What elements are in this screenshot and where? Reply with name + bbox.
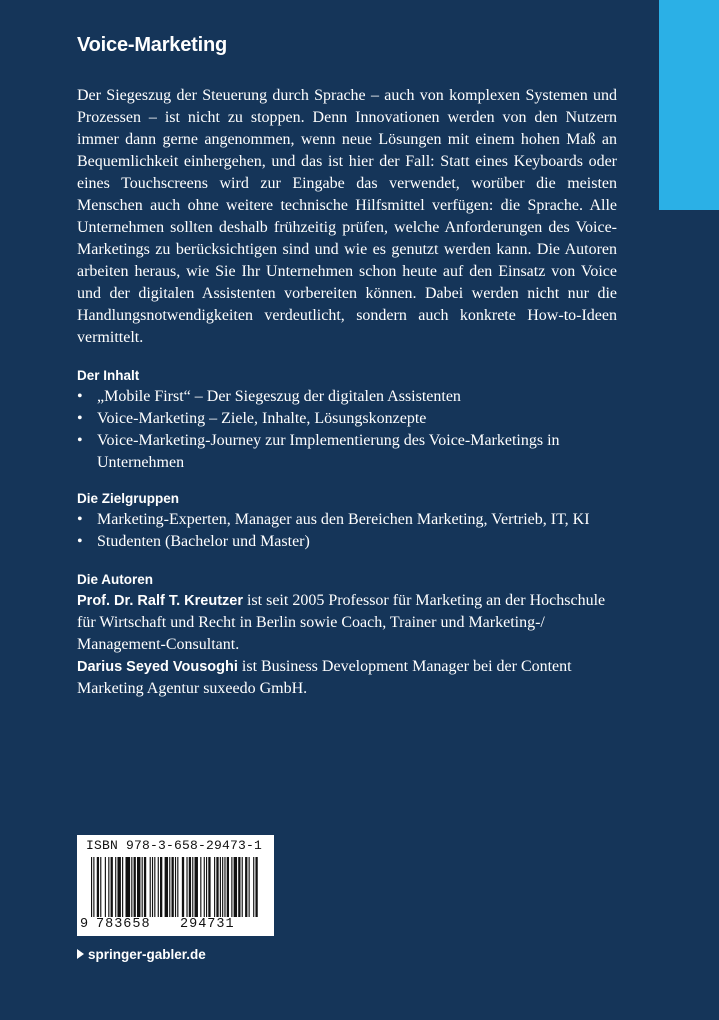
barcode-icon [91,857,262,921]
bullet-icon: • [77,410,83,427]
inhalt-list [77,386,617,474]
list-item [77,531,617,553]
list-item [77,509,617,531]
list-item-text: Voice-Marketing – Ziele, Inhalte, Lösungskonzepte [97,410,427,427]
list-item-text: Marketing-Experten, Manager aus den Bereichen Marketing, Vertrieb, IT, KI [97,511,590,528]
list-item-text: Studenten (Bachelor und Master) [97,533,310,550]
isbn-label: ISBN 978-3-658-29473-1 [86,838,263,853]
intro-paragraph: Der Siegeszug der Steuerung durch Sprache – auch von komplexen Systemen und Prozessen – ist nicht zu stoppen. Denn Innovationen werden von den Nutzern immer dann gerne angenommen, wenn neue Lösungen mit einem hohen Maß an Bequemlichkeit einhergehen, und das ist hier der Fall: Statt eines Keyboards oder eines Touchscreens wird zur Eingabe das verwendet, worüber die meisten Menschen auch ohne weitere technische Hilfsmittel verfügen: die Sprache. Alle Unternehmen sollten deshalb frühzeitig prüfen, welche Anforderungen des Voice-Marketings zu berücksichtigen sind und wie es genutzt werden kann. Die Autoren arbeiten heraus, wie Sie Ihr Unternehmen schon heute auf den Einsatz von Voice und der digitalen Assistenten vorbereiten können. Dabei werden nicht nur die Handlungsnotwendigkeiten verdeutlicht, sondern auch konkrete How-to-Ideen vermittelt. [77,87,617,346]
back-cover-content [77,32,617,700]
bullet-icon: • [77,432,83,449]
publisher-website[interactable] [77,945,206,965]
author-name: Prof. Dr. Ralf T. Kreutzer [77,593,243,609]
zielgruppen-heading: Die Zielgruppen [77,491,180,506]
book-title: Voice-Marketing [77,34,227,56]
author-entry [77,590,617,656]
list-item [77,408,617,430]
author-bio: ist seit 2005 Professor für Marketing an der Hochschule für Wirtschaft und Recht in Berlin sowie Coach, Trainer und Marketing-/ Management-Consultant. [77,592,606,653]
autoren-heading: Die Autoren [77,572,154,587]
bullet-icon: • [77,511,83,528]
arrow-right-icon [77,949,84,959]
bullet-icon: • [77,388,83,405]
author-entry [77,656,617,700]
barcode-digits-right: 294731 [180,917,235,932]
inhalt-heading: Der Inhalt [77,368,140,383]
list-item [77,430,617,474]
list-item-text: „Mobile First“ – Der Siegeszug der digitalen Assistenten [97,388,461,405]
author-name: Darius Seyed Vousoghi [77,659,238,675]
author-bio: ist Business Development Manager bei der Content Marketing Agentur suxeedo GmbH. [77,658,572,697]
accent-bar [659,0,719,210]
zielgruppen-list [77,509,617,553]
website-text: springer-gabler.de [88,947,206,962]
barcode-digit-first: 9 [80,917,90,932]
barcode-digits-left: 783658 [96,917,151,932]
list-item [77,386,617,408]
barcode-box [77,835,274,936]
list-item-text: Voice-Marketing-Journey zur Implementierung des Voice-Marketings in Unternehmen [97,432,560,471]
bullet-icon: • [77,533,83,550]
